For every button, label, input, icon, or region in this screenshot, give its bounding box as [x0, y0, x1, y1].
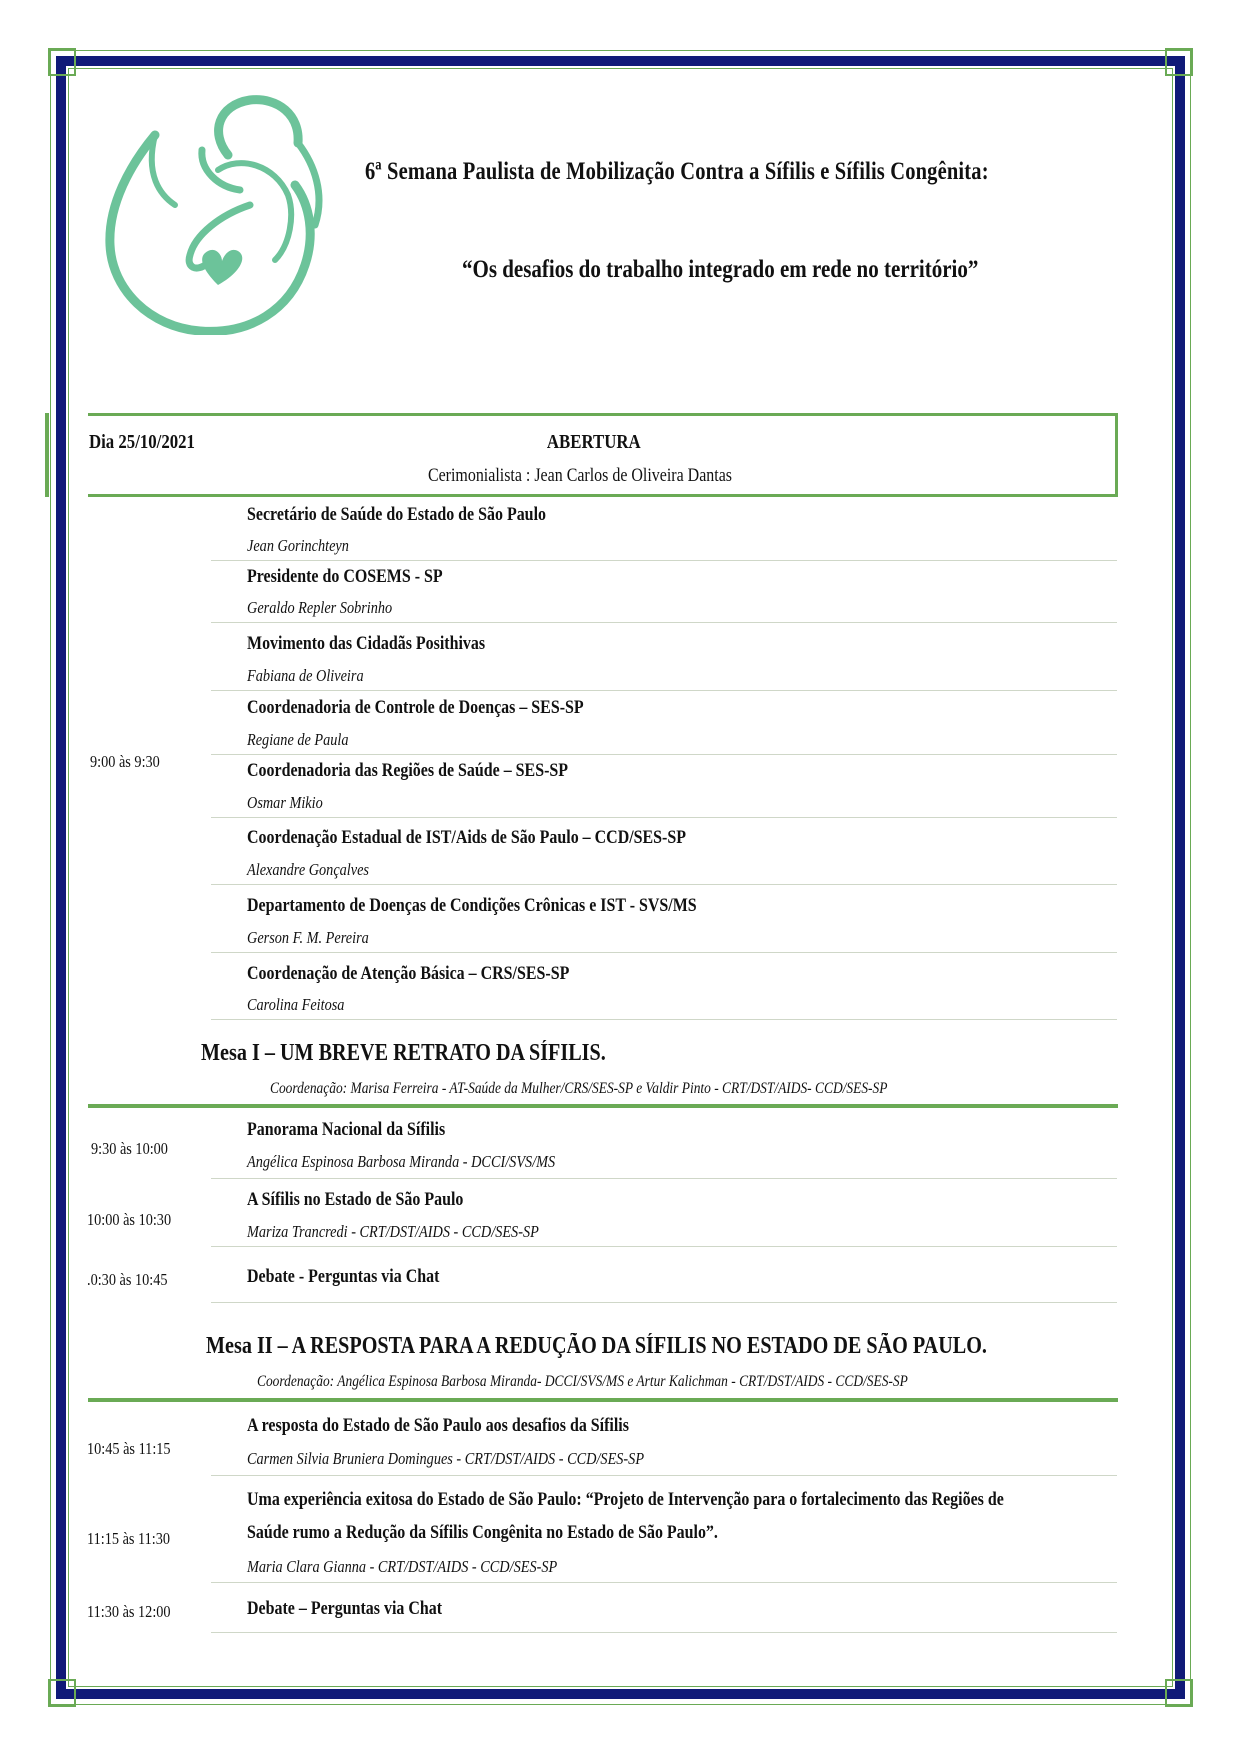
row-divider	[211, 817, 1117, 818]
row-divider	[211, 1178, 1117, 1179]
row-divider	[211, 1475, 1117, 1476]
agenda-item-title: Coordenação de Atenção Básica – CRS/SES-SP	[247, 963, 570, 984]
border-corner	[48, 48, 76, 76]
agenda-item-title: Departamento de Doenças de Condições Crônicas e IST - SVS/MS	[247, 895, 697, 916]
agenda-item-speaker: Regiane de Paula	[247, 730, 349, 749]
row-divider	[211, 560, 1117, 561]
mesa-2-coordination: Coordenação: Angélica Espinosa Barbosa Miranda- DCCI/SVS/MS e Artur Kalichman - CRT/DST/AIDS - CCD/SES-SP	[257, 1373, 908, 1390]
mother-child-logo	[100, 95, 325, 335]
section-marker	[45, 413, 49, 497]
row-divider	[211, 1246, 1117, 1247]
border-corner	[48, 1679, 76, 1707]
border-corner	[1165, 48, 1193, 76]
time-slot: 10:00 às 10:30	[87, 1210, 172, 1229]
row-divider	[211, 690, 1117, 691]
time-slot: 9:30 às 10:00	[91, 1139, 168, 1158]
row-divider	[211, 1582, 1117, 1583]
agenda-item-speaker: Angélica Espinosa Barbosa Miranda - DCCI/SVS/MS	[247, 1152, 556, 1171]
agenda-item-title: Uma experiência exitosa do Estado de São Paulo: “Projeto de Intervenção para o fortalecimento das Regiões de	[247, 1489, 1004, 1510]
section-rule	[88, 1398, 1118, 1402]
agenda-item-speaker: Carmen Silvia Bruniera Domingues - CRT/DST/AIDS - CCD/SES-SP	[247, 1449, 645, 1468]
agenda-item-speaker: Mariza Trancredi - CRT/DST/AIDS - CCD/SES-SP	[247, 1222, 539, 1241]
row-divider	[211, 1019, 1117, 1020]
agenda-item-speaker: Fabiana de Oliveira	[247, 666, 364, 685]
agenda-item-title: Presidente do COSEMS - SP	[247, 566, 443, 587]
agenda-item-title: Movimento das Cidadãs Posithivas	[247, 633, 486, 654]
mesa-2-title: Mesa II – A RESPOSTA PARA A REDUÇÃO DA SÍFILIS NO ESTADO DE SÃO PAULO.	[206, 1333, 987, 1359]
agenda-item-speaker: Gerson F. M. Pereira	[247, 928, 369, 947]
agenda-item-speaker: Alexandre Gonçalves	[247, 860, 369, 879]
mesa-1-title: Mesa I – UM BREVE RETRATO DA SÍFILIS.	[201, 1040, 606, 1066]
agenda-item-title: Panorama Nacional da Sífilis	[247, 1119, 446, 1140]
ceremonialist: Cerimonialista : Jean Carlos de Oliveira Dantas	[427, 465, 733, 486]
agenda-item-title: Coordenação Estadual de IST/Aids de São Paulo – CCD/SES-SP	[247, 827, 686, 848]
event-subtitle: “Os desafios do trabalho integrado em rede no território”	[462, 256, 979, 283]
time-slot: 10:45 às 11:15	[87, 1439, 171, 1458]
agenda-item-title: A Sífilis no Estado de São Paulo	[247, 1189, 464, 1210]
agenda-item-speaker: Carolina Feitosa	[247, 995, 345, 1014]
row-divider	[211, 754, 1117, 755]
time-slot: .0:30 às 10:45	[87, 1270, 168, 1289]
mesa-1-coordination: Coordenação: Marisa Ferreira - AT-Saúde da Mulher/CRS/SES-SP e Valdir Pinto - CRT/DST/AIDS- CCD/SES-SP	[270, 1080, 888, 1097]
time-slot: 11:15 às 11:30	[87, 1529, 171, 1548]
agenda-item-title: A resposta do Estado de São Paulo aos desafios da Sífilis	[247, 1415, 629, 1436]
row-divider	[211, 1632, 1117, 1633]
agenda-item-title-continued: Saúde rumo a Redução da Sífilis Congênita no Estado de São Paulo”.	[247, 1522, 718, 1543]
agenda-item-title: Debate - Perguntas via Chat	[247, 1266, 440, 1287]
agenda-item-title: Debate – Perguntas via Chat	[247, 1598, 443, 1619]
agenda-item-title: Coordenadoria das Regiões de Saúde – SES-SP	[247, 760, 569, 781]
row-divider	[211, 1302, 1117, 1303]
opening-heading: ABERTURA	[547, 431, 641, 453]
event-date: Dia 25/10/2021	[89, 431, 195, 453]
agenda-item-speaker: Maria Clara Gianna - CRT/DST/AIDS - CCD/SES-SP	[247, 1557, 558, 1576]
row-divider	[211, 952, 1117, 953]
section-rule	[88, 1104, 1118, 1108]
time-slot: 11:30 às 12:00	[87, 1602, 171, 1621]
agenda-item-speaker: Geraldo Repler Sobrinho	[247, 598, 393, 617]
row-divider	[211, 622, 1117, 623]
agenda-item-title: Coordenadoria de Controle de Doenças – SES-SP	[247, 697, 584, 718]
time-slot: 9:00 às 9:30	[90, 752, 160, 771]
agenda-item-speaker: Jean Gorinchteyn	[247, 536, 349, 555]
agenda-item-speaker: Osmar Mikio	[247, 793, 323, 812]
row-divider	[211, 884, 1117, 885]
event-title: 6ª Semana Paulista de Mobilização Contra a Sífilis e Sífilis Congênita:	[365, 158, 989, 185]
agenda-item-title: Secretário de Saúde do Estado de São Paulo	[247, 504, 546, 525]
border-corner	[1165, 1679, 1193, 1707]
